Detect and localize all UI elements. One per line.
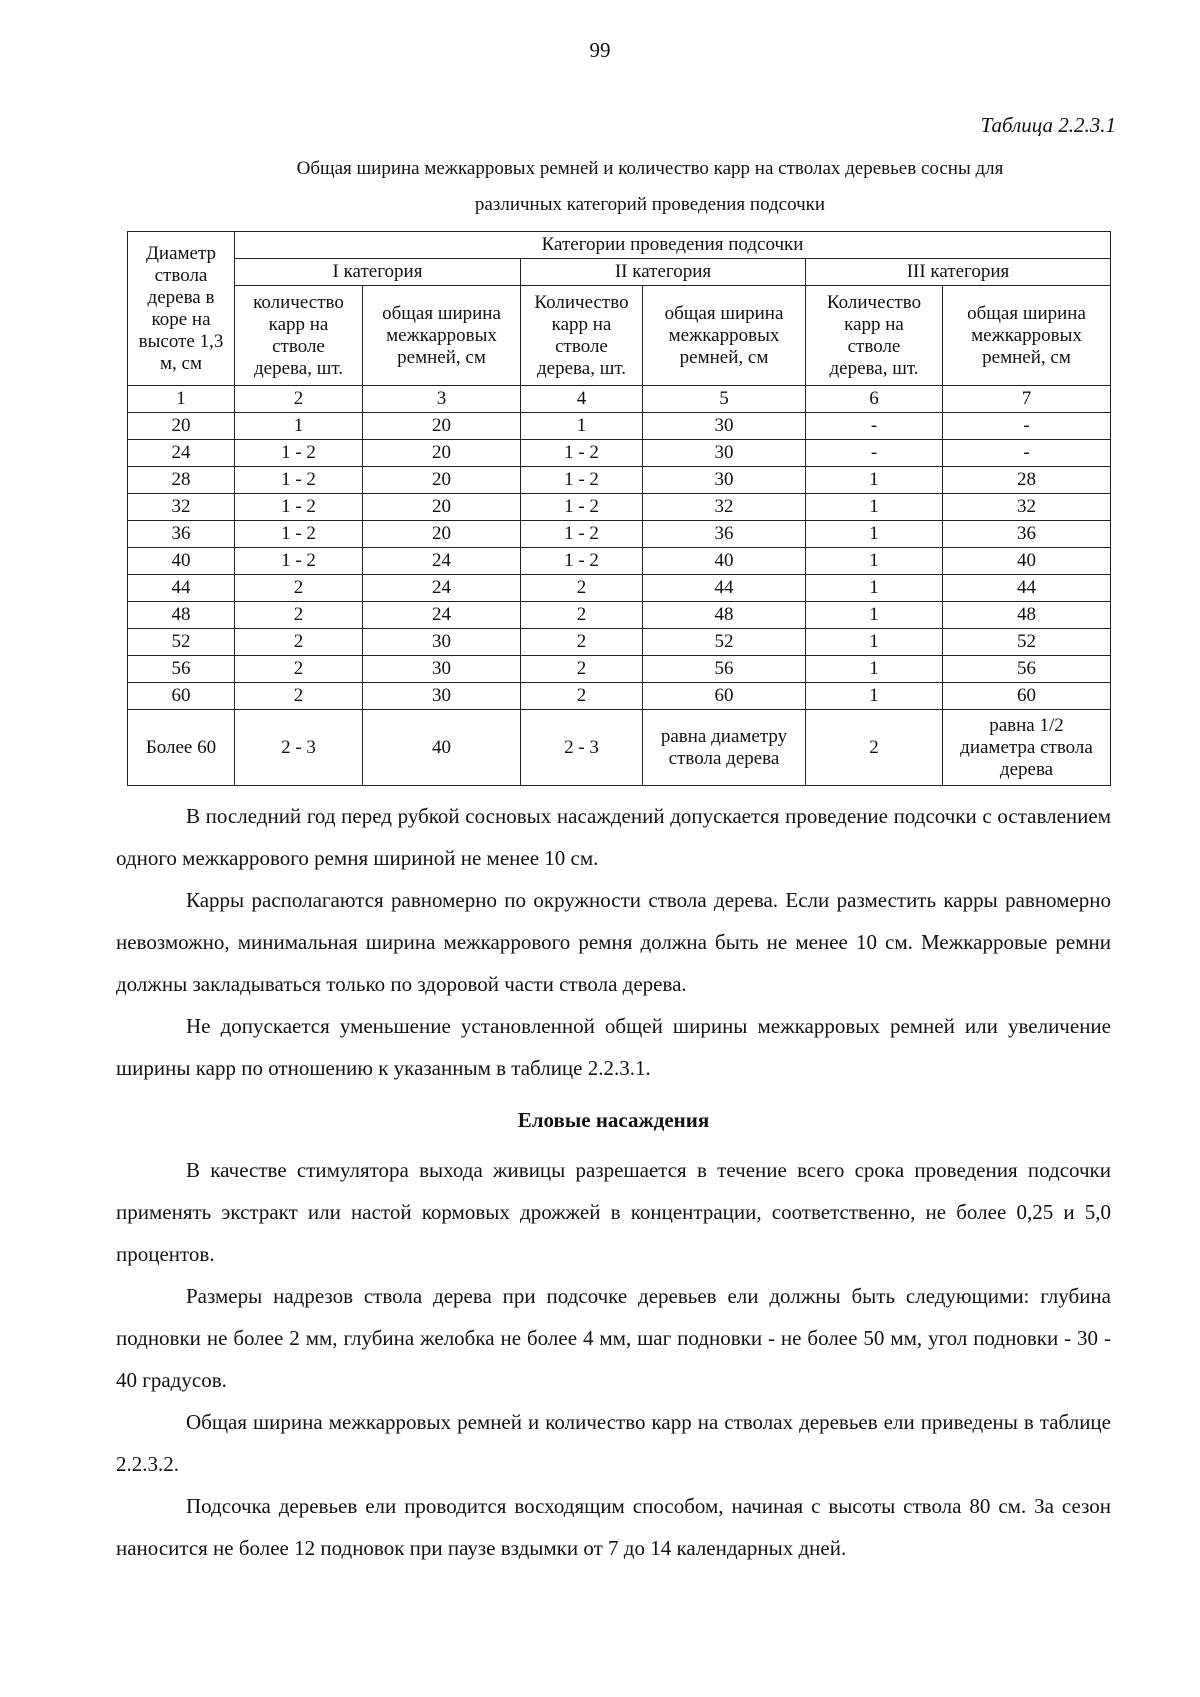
table-cell: 48 <box>128 602 235 629</box>
table-row <box>128 602 1111 629</box>
table-cell: 2 <box>521 575 643 602</box>
table-cell: 1 - 2 <box>521 467 643 494</box>
table-cell: 30 <box>643 467 806 494</box>
table-cell: 2 <box>235 602 363 629</box>
carr-count-header: количество карр на стволе дерева, шт. <box>235 286 363 386</box>
table-cell: 36 <box>128 521 235 548</box>
table-cell: 1 <box>806 629 943 656</box>
table-cell: 30 <box>643 440 806 467</box>
category-1-header: I категория <box>235 259 521 286</box>
table-cell: 20 <box>363 413 521 440</box>
table-cell: 40 <box>643 548 806 575</box>
table-cell: - <box>806 413 943 440</box>
table-cell: 1 - 2 <box>235 521 363 548</box>
table-title-line: различных категорий проведения подсочки <box>474 194 826 215</box>
table-cell: 1 - 2 <box>521 440 643 467</box>
paragraph: Подсочка деревьев ели проводится восходящим способом, начиная с высоты ствола 80 см. За сезон наносится не более 12 подновок при паузе вздымки от 7 до 14 календарных дней. <box>116 1494 1111 1560</box>
table-cell: 2 <box>235 656 363 683</box>
paragraph: В последний год перед рубкой сосновых насаждений допускается проведение подсочки с оставлением одного межкаррового ремня шириной не менее 10 см. <box>116 804 1111 870</box>
table-cell: 40 <box>943 548 1111 575</box>
table-row <box>128 683 1111 710</box>
table-cell: 2 <box>806 710 943 786</box>
section-heading: Еловые насаждения <box>517 1108 710 1132</box>
table-cell: 24 <box>363 575 521 602</box>
table-row <box>128 548 1111 575</box>
table-cell: 52 <box>128 629 235 656</box>
table-cell: 2 - 3 <box>235 710 363 786</box>
table-cell: 2 <box>521 629 643 656</box>
table-cell: - <box>943 440 1111 467</box>
table-cell: 1 <box>806 548 943 575</box>
table-cell: 1 - 2 <box>521 548 643 575</box>
table-cell: Более 60 <box>128 710 235 786</box>
paragraph: Размеры надрезов ствола дерева при подсочке деревьев ели должны быть следующими: глубина подновки не более 2 мм, глубина желобка не более 4 мм, шаг подновки - не более 50 мм, угол подновки - 30 - 40 градусов. <box>116 1284 1111 1392</box>
paragraph: Карры располагаются равномерно по окружности ствола дерева. Если разместить карры равномерно невозможно, минимальная ширина межкаррового ремня должна быть не менее 10 см. Межкарровые ремни должны закладываться только по здоровой части ствола дерева. <box>116 888 1111 996</box>
table-cell: 1 <box>235 413 363 440</box>
table-cell: 20 <box>363 440 521 467</box>
table-cell: 44 <box>643 575 806 602</box>
table-cell: 1 - 2 <box>235 440 363 467</box>
table-cell: 60 <box>943 683 1111 710</box>
belt-width-header: общая ширина межкарровых ремней, см <box>943 286 1111 386</box>
carr-count-header: Количество карр на стволе дерева, шт. <box>806 286 943 386</box>
table-title-line: Общая ширина межкарровых ремней и количество карр на стволах деревьев сосны для <box>296 158 1004 179</box>
table-cell: 1 <box>806 467 943 494</box>
resin-tapping-table <box>127 231 1111 786</box>
table-cell: равна 1/2 диаметра ствола дерева <box>943 710 1111 786</box>
table-row-over-60 <box>128 710 1111 786</box>
table-cell: 56 <box>128 656 235 683</box>
table-title <box>120 151 1180 223</box>
table-cell: 1 <box>806 656 943 683</box>
table-cell: 24 <box>128 440 235 467</box>
table-cell: 30 <box>363 629 521 656</box>
table-cell: 2 - 3 <box>521 710 643 786</box>
belt-width-header: общая ширина межкарровых ремней, см <box>643 286 806 386</box>
table-row <box>128 467 1111 494</box>
table-cell: равна диаметру ствола дерева <box>643 710 806 786</box>
table-cell: 30 <box>363 656 521 683</box>
table-cell: 2 <box>235 683 363 710</box>
table-cell: 1 <box>806 575 943 602</box>
table-cell: 30 <box>363 683 521 710</box>
table-cell: 1 <box>806 683 943 710</box>
table-cell: 32 <box>943 494 1111 521</box>
table-cell: 1 <box>521 413 643 440</box>
table-cell: - <box>806 440 943 467</box>
table-cell: 1 <box>806 521 943 548</box>
table-cell: 1 - 2 <box>521 521 643 548</box>
table-cell: 48 <box>643 602 806 629</box>
table-cell: 44 <box>128 575 235 602</box>
belt-width-header: общая ширина межкарровых ремней, см <box>363 286 521 386</box>
table-number: Таблица 2.2.3.1 <box>980 113 1116 137</box>
carr-count-header: Количество карр на стволе дерева, шт. <box>521 286 643 386</box>
table-cell: 20 <box>363 467 521 494</box>
table-row <box>128 440 1111 467</box>
table-cell: 36 <box>643 521 806 548</box>
table-cell: 2 <box>235 629 363 656</box>
paragraph: В качестве стимулятора выхода живицы разрешается в течение всего срока проведения подсочки применять экстракт или настой кормовых дрожжей в концентрации, соответственно, не более 0,25 и 5,0 процентов. <box>116 1158 1111 1266</box>
table-row <box>128 575 1111 602</box>
table-cell: 40 <box>128 548 235 575</box>
table-cell: 32 <box>643 494 806 521</box>
table-cell: 60 <box>643 683 806 710</box>
table-cell: 36 <box>943 521 1111 548</box>
table-cell: 28 <box>128 467 235 494</box>
category-3-header: III категория <box>806 259 1111 286</box>
table-cell: 1 - 2 <box>521 494 643 521</box>
table-row <box>128 629 1111 656</box>
table-cell: 20 <box>128 413 235 440</box>
table-cell: 60 <box>128 683 235 710</box>
diameter-header: Диаметр ствола дерева в коре на высоте 1,3 м, см <box>128 232 235 386</box>
table-cell: - <box>943 413 1111 440</box>
table-cell: 1 <box>806 602 943 629</box>
table-cell: 1 - 2 <box>235 467 363 494</box>
table-cell: 20 <box>363 494 521 521</box>
table-cell: 44 <box>943 575 1111 602</box>
body-text <box>116 795 1111 1569</box>
page-number: 99 <box>589 38 611 62</box>
table-cell: 40 <box>363 710 521 786</box>
table-cell: 1 - 2 <box>235 494 363 521</box>
table-cell: 1 - 2 <box>235 548 363 575</box>
paragraph: Не допускается уменьшение установленной общей ширины межкарровых ремней или увеличение ширины карр по отношению к указанным в таблице 2.2.3.1. <box>116 1014 1111 1080</box>
table-cell: 2 <box>521 656 643 683</box>
table-cell: 20 <box>363 521 521 548</box>
table-cell: 56 <box>943 656 1111 683</box>
table-cell: 30 <box>643 413 806 440</box>
table-cell: 52 <box>643 629 806 656</box>
table-cell: 28 <box>943 467 1111 494</box>
table-cell: 24 <box>363 548 521 575</box>
table-row <box>128 521 1111 548</box>
table-cell: 32 <box>128 494 235 521</box>
categories-header: Категории проведения подсочки <box>235 232 1111 259</box>
table-cell: 2 <box>235 575 363 602</box>
table-row <box>128 494 1111 521</box>
table-cell: 1 <box>806 494 943 521</box>
column-number-row: 1 2 3 4 5 6 7 <box>128 386 1111 413</box>
table-row <box>128 656 1111 683</box>
paragraph: Общая ширина межкарровых ремней и количество карр на стволах деревьев ели приведены в таблице 2.2.3.2. <box>116 1410 1111 1476</box>
table-cell: 2 <box>521 602 643 629</box>
table-cell: 24 <box>363 602 521 629</box>
table-row <box>128 413 1111 440</box>
table-cell: 56 <box>643 656 806 683</box>
table-cell: 2 <box>521 683 643 710</box>
table-cell: 48 <box>943 602 1111 629</box>
category-2-header: II категория <box>521 259 806 286</box>
table-cell: 52 <box>943 629 1111 656</box>
